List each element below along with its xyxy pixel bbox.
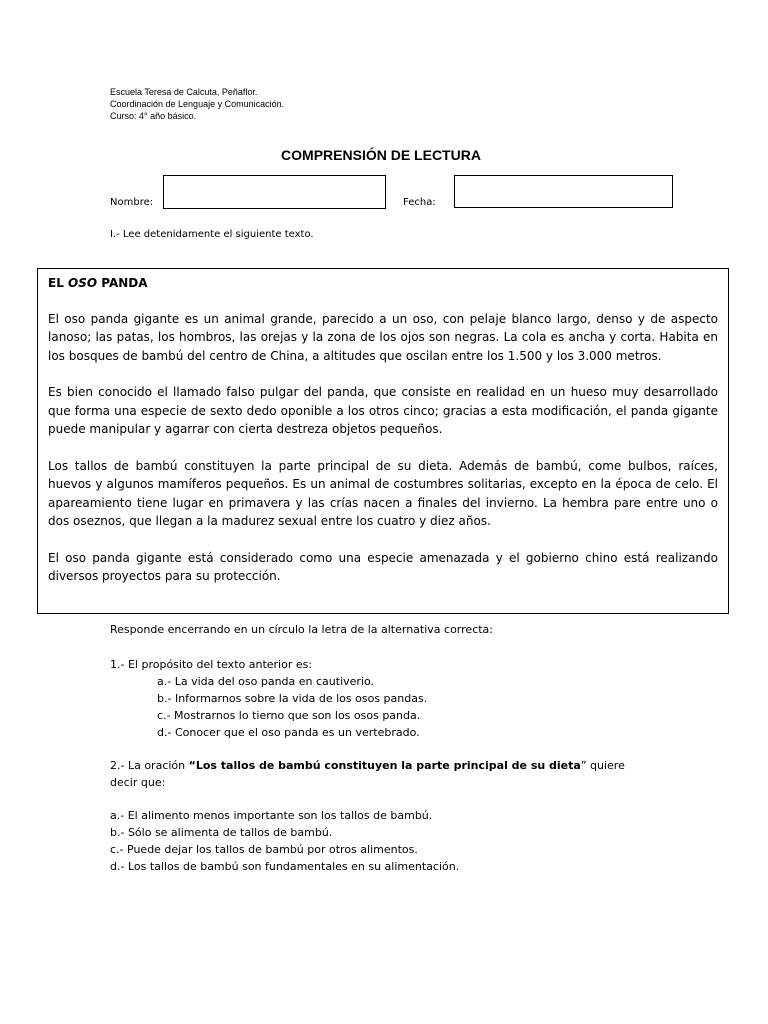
instruction-read: I.- Lee detenidamente el siguiente texto. <box>110 229 314 240</box>
question-1 <box>110 656 427 741</box>
question-2-quote: Los tallos de bambú constituyen la parte principal de su dieta <box>195 759 581 772</box>
reading-paragraph-2: Es bien conocido el llamado falso pulgar del panda, que consiste en realidad en un hueso muy desarrollado que forma una especie de sexto dedo oponible a los otros cinco; gracias a esta modificación, el panda gigante puede manipular y agarrar con cierta destreza objetos pequeños. <box>48 385 718 436</box>
question-1-option-b[interactable]: b.- Informarnos sobre la vida de los osos pandas. <box>157 692 428 705</box>
question-2-close-quote: ” <box>580 759 587 772</box>
question-2 <box>110 757 625 875</box>
reading-title-part1: EL <box>48 276 69 290</box>
question-2-suffix: quiere <box>586 759 625 772</box>
reading-title-part2: OSO <box>68 276 98 290</box>
school-name: Escuela Teresa de Calcuta, Peñaflor. <box>110 87 258 97</box>
question-2-line2: decir que: <box>110 776 166 789</box>
question-2-text <box>110 757 625 774</box>
question-1-option-c[interactable]: c.- Mostrarnos lo tierno que son los osos panda. <box>157 709 421 722</box>
question-2-option-c[interactable]: c.- Puede dejar los tallos de bambú por otros alimentos. <box>110 843 418 856</box>
question-2-prefix: 2.- La oración <box>110 759 189 772</box>
question-2-option-a[interactable]: a.- El alimento menos importante son los tallos de bambú. <box>110 809 433 822</box>
reading-title-part3: PANDA <box>97 276 148 290</box>
question-1-text: 1.- El propósito del texto anterior es: <box>110 658 313 671</box>
question-2-option-b[interactable]: b.- Sólo se alimenta de tallos de bambú. <box>110 826 333 839</box>
reading-title <box>48 274 718 293</box>
date-label: Fecha: <box>403 197 436 208</box>
instruction-answer: Responde encerrando en un círculo la letra de la alternativa correcta: <box>110 623 493 636</box>
page-title: COMPRENSIÓN DE LECTURA <box>281 147 481 163</box>
question-1-option-a[interactable]: a.- La vida del oso panda en cautiverio. <box>157 675 375 688</box>
school-header <box>110 86 284 122</box>
reading-paragraph-1: El oso panda gigante es un animal grande, parecido a un oso, con pelaje blanco largo, denso y de aspecto lanoso; las patas, los hombros, las orejas y la zona de los ojos son negras. La cola es ancha y corta. Habita en los bosques de bambú del centro de China, a altitudes que oscilan entre los 1.500 y los 3.000 metros. <box>48 311 718 363</box>
reading-paragraph-4: El oso panda gigante está considerado como una especie amenazada y el gobierno chino está realizando diversos proyectos para su protección. <box>48 550 718 583</box>
reading-paragraph-3: Los tallos de bambú constituyen la parte principal de su dieta. Además de bambú, come bulbos, raíces, huevos y algunos mamíferos pequeños. Es un animal de costumbres solitarias, excepto en la época de celo. El apareamiento tiene lugar en primavera y las crías nacen a finales del invierno. La hembra pare entre uno o dos oseznos, que llegan a la madurez sexual entre los cuatro y diez años. <box>48 458 718 528</box>
question-2-open-quote: “ <box>188 759 196 772</box>
question-1-option-d[interactable]: d.- Conocer que el oso panda es un vertebrado. <box>157 726 420 739</box>
name-field[interactable] <box>163 175 386 209</box>
question-2-option-d[interactable]: d.- Los tallos de bambú son fundamentales en su alimentación. <box>110 860 460 873</box>
name-label: Nombre: <box>110 197 154 208</box>
course-line: Curso: 4° año básico. <box>110 111 197 121</box>
coordination-line: Coordinación de Lenguaje y Comunicación. <box>110 99 285 109</box>
reading-text-box <box>37 268 729 614</box>
date-field[interactable] <box>454 175 673 208</box>
